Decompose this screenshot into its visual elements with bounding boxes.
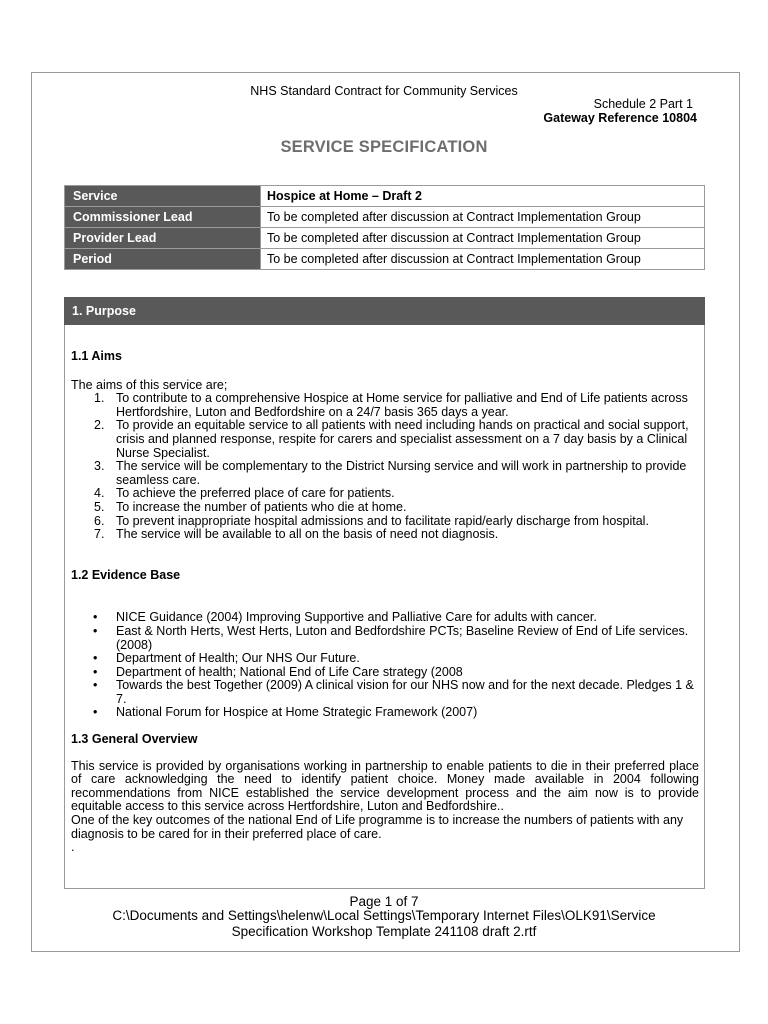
row-value: To be completed after discussion at Contract Implementation Group — [261, 249, 705, 270]
list-text: To achieve the preferred place of care for patients. — [116, 486, 395, 501]
list-text: Department of health; National End of Life Care strategy (2008 — [116, 664, 463, 679]
list-text: The service will be complementary to the District Nursing service and will work in partnership to provide seamless care. — [116, 459, 687, 487]
list-item — [71, 460, 699, 487]
list-number: 6. — [94, 513, 105, 528]
list-text: To contribute to a comprehensive Hospice at Home service for palliative and End of Life patients across Hertfordshire, Luton and Bedfordshire on a 24/7 basis 365 days a year. — [116, 391, 688, 419]
list-number: 1. — [94, 391, 105, 406]
aims-heading: 1.1 Aims — [71, 349, 122, 363]
list-text: To prevent inappropriate hospital admissions and to facilitate rapid/early discharge from hospital. — [116, 513, 649, 528]
spec-table — [64, 185, 705, 270]
list-item — [71, 611, 699, 625]
table-row — [65, 207, 705, 228]
file-path-line: C:\Documents and Settings\helenw\Local Settings\Temporary Internet Files\OLK91\Service — [112, 908, 656, 923]
list-text: To increase the number of patients who die at home. — [116, 499, 407, 514]
row-label: Period — [65, 249, 261, 270]
bullet-icon: • — [93, 651, 98, 666]
bullet-icon: • — [93, 705, 98, 720]
overview-paragraph: . — [71, 840, 75, 855]
contract-title: NHS Standard Contract for Community Services — [250, 84, 518, 98]
list-text: The service will be available to all on the basis of need not diagnosis. — [116, 527, 499, 542]
overview-paragraph: One of the key outcomes of the national End of Life programme is to increase the numbers of patients with any diagnosis to be cared for in their preferred place of care. — [71, 813, 684, 841]
list-item — [71, 528, 699, 542]
list-number: 7. — [94, 527, 105, 542]
row-value: To be completed after discussion at Contract Implementation Group — [261, 207, 705, 228]
row-value: Hospice at Home – Draft 2 — [261, 186, 705, 207]
list-item — [71, 392, 699, 419]
list-number: 2. — [94, 418, 105, 433]
section-content — [71, 330, 699, 855]
list-text: National Forum for Hospice at Home Strategic Framework (2007) — [116, 705, 478, 720]
row-value: To be completed after discussion at Contract Implementation Group — [261, 228, 705, 249]
list-item — [71, 652, 699, 666]
bullet-icon: • — [93, 678, 98, 693]
list-item — [71, 666, 699, 680]
gateway-reference: Gateway Reference 10804 — [543, 111, 697, 125]
bullet-icon: • — [93, 623, 98, 638]
bullet-icon: • — [93, 610, 98, 625]
row-label: Commissioner Lead — [65, 207, 261, 228]
bullet-icon: • — [93, 664, 98, 679]
list-number: 3. — [94, 459, 105, 474]
table-row — [65, 186, 705, 207]
list-text: To provide an equitable service to all patients with need including hands on practical and social support, crisis and planned response, respite for carers and specialist assessment on a 7 day basis by a Clinical Nurse Specialist. — [116, 418, 689, 460]
file-path — [0, 908, 768, 940]
list-item — [71, 515, 699, 529]
list-item — [71, 706, 699, 720]
list-item — [71, 487, 699, 501]
schedule-label: Schedule 2 Part 1 — [593, 97, 693, 111]
row-label: Provider Lead — [65, 228, 261, 249]
list-item — [71, 679, 699, 706]
page-number: Page 1 of 7 — [349, 894, 419, 909]
list-item — [71, 501, 699, 515]
row-label: Service — [65, 186, 261, 207]
overview-paragraph: This service is provided by organisations working in partnership to enable patients to die in their preferred place of care acknowledging the need to identify patient choice. Money made available in 2004 following recommendations from NICE established the service development process and the aim now is to provide equitable access to this service across Hertfordshire, Luton and Bedfordshire.. — [71, 758, 699, 814]
list-text: NICE Guidance (2004) Improving Supportive and Palliative Care for adults with cancer. — [116, 610, 597, 625]
list-item — [71, 419, 699, 460]
evidence-heading: 1.2 Evidence Base — [71, 567, 181, 582]
list-item — [71, 625, 699, 652]
document-title: SERVICE SPECIFICATION — [280, 138, 488, 156]
file-path-line: Specification Workshop Template 241108 draft 2.rtf — [231, 924, 537, 939]
evidence-list — [71, 611, 699, 720]
section-heading: 1. Purpose — [64, 297, 705, 325]
list-number: 5. — [94, 499, 105, 514]
list-text: East & North Herts, West Herts, Luton and Bedfordshire PCTs; Baseline Review of End of Life services.(2008) — [116, 623, 689, 652]
list-number: 4. — [94, 486, 105, 501]
table-row — [65, 228, 705, 249]
aims-list — [71, 392, 699, 542]
aims-intro: The aims of this service are; — [71, 377, 228, 392]
overview-heading: 1.3 General Overview — [71, 732, 198, 747]
list-text: Towards the best Together (2009) A clinical vision for our NHS now and for the next decade. Pledges 1 & 7. — [116, 678, 694, 706]
list-text: Department of Health; Our NHS Our Future. — [116, 651, 360, 666]
table-row — [65, 249, 705, 270]
